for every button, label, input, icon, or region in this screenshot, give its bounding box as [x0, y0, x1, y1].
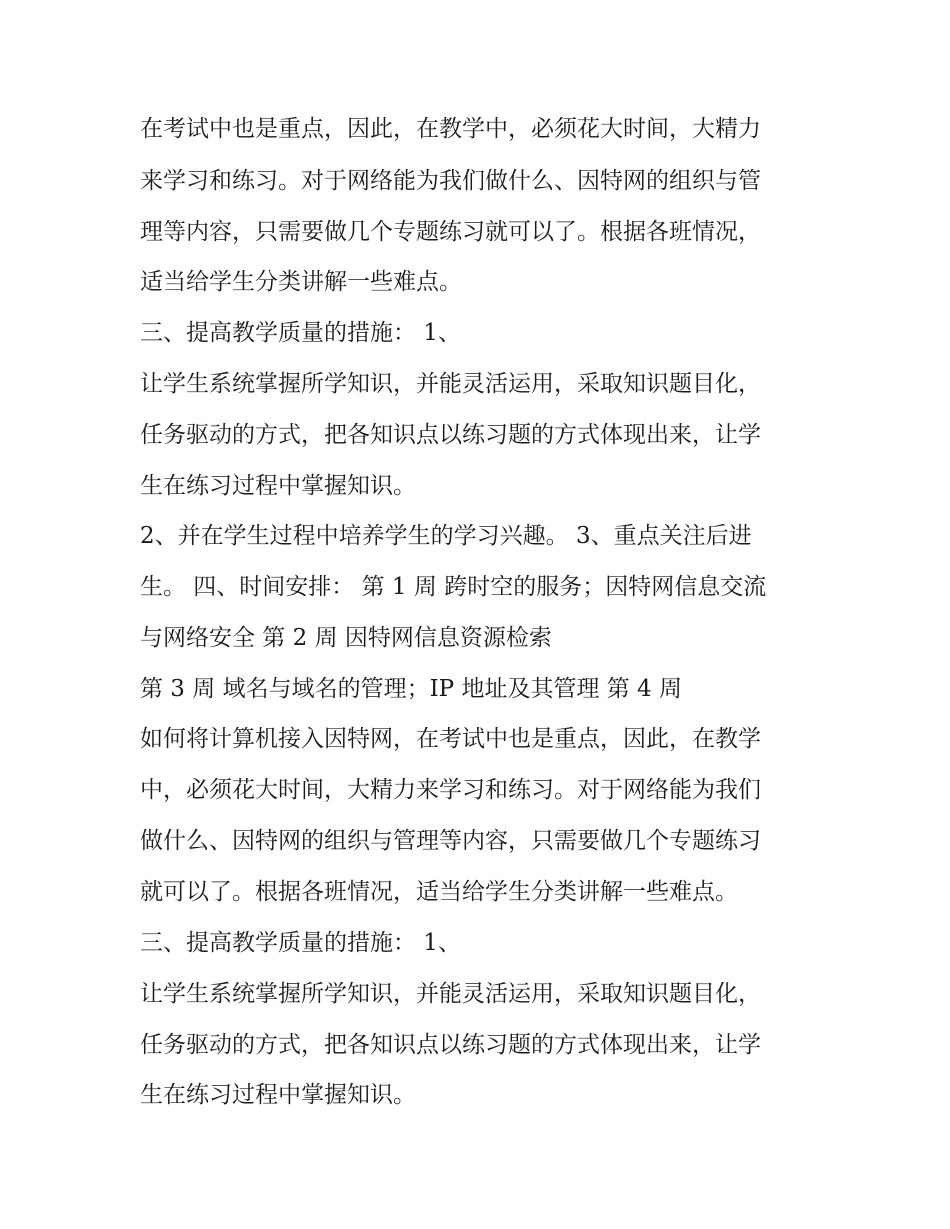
- section-heading: 三、提高教学质量的措施： 1、: [140, 320, 461, 346]
- text-line: 适当给学生分类讲解一些难点。: [140, 269, 462, 295]
- text-line: 中，必须花大时间，大精力来学习和练习。对于网络能为我们: [140, 777, 761, 803]
- text-line: 生在练习过程中掌握知识。: [140, 473, 416, 499]
- text-line: 生在练习过程中掌握知识。: [140, 1082, 416, 1108]
- text-line: 让学生系统掌握所学知识，并能灵活运用，采取知识题目化，: [140, 371, 761, 397]
- text-line: 理等内容，只需要做几个专题练习就可以了。根据各班情况，: [140, 219, 761, 245]
- text-line: 如何将计算机接入因特网，在考试中也是重点，因此，在教学: [140, 726, 761, 752]
- text-line: 2、并在学生过程中培养学生的学习兴趣。 3、重点关注后进: [140, 523, 752, 549]
- section-heading: 三、提高教学质量的措施： 1、: [140, 930, 461, 956]
- text-line: 做什么、因特网的组织与管理等内容，只需要做几个专题练习: [140, 828, 761, 854]
- text-line: 让学生系统掌握所学知识，并能灵活运用，采取知识题目化，: [140, 981, 761, 1007]
- text-line: 在考试中也是重点，因此，在教学中，必须花大时间，大精力: [140, 116, 761, 142]
- text-line: 生。 四、时间安排： 第 1 周 跨时空的服务；因特网信息交流: [140, 574, 767, 600]
- text-line: 与网络安全 第 2 周 因特网信息资源检索: [140, 625, 552, 651]
- text-line: 任务驱动的方式，把各知识点以练习题的方式体现出来，让学: [140, 422, 761, 448]
- text-line: 来学习和练习。对于网络能为我们做什么、因特网的组织与管: [140, 168, 761, 194]
- text-line: 就可以了。根据各班情况，适当给学生分类讲解一些难点。: [140, 879, 738, 905]
- text-line: 任务驱动的方式，把各知识点以练习题的方式体现出来，让学: [140, 1032, 761, 1058]
- text-line: 第 3 周 域名与域名的管理；IP 地址及其管理 第 4 周: [140, 676, 683, 702]
